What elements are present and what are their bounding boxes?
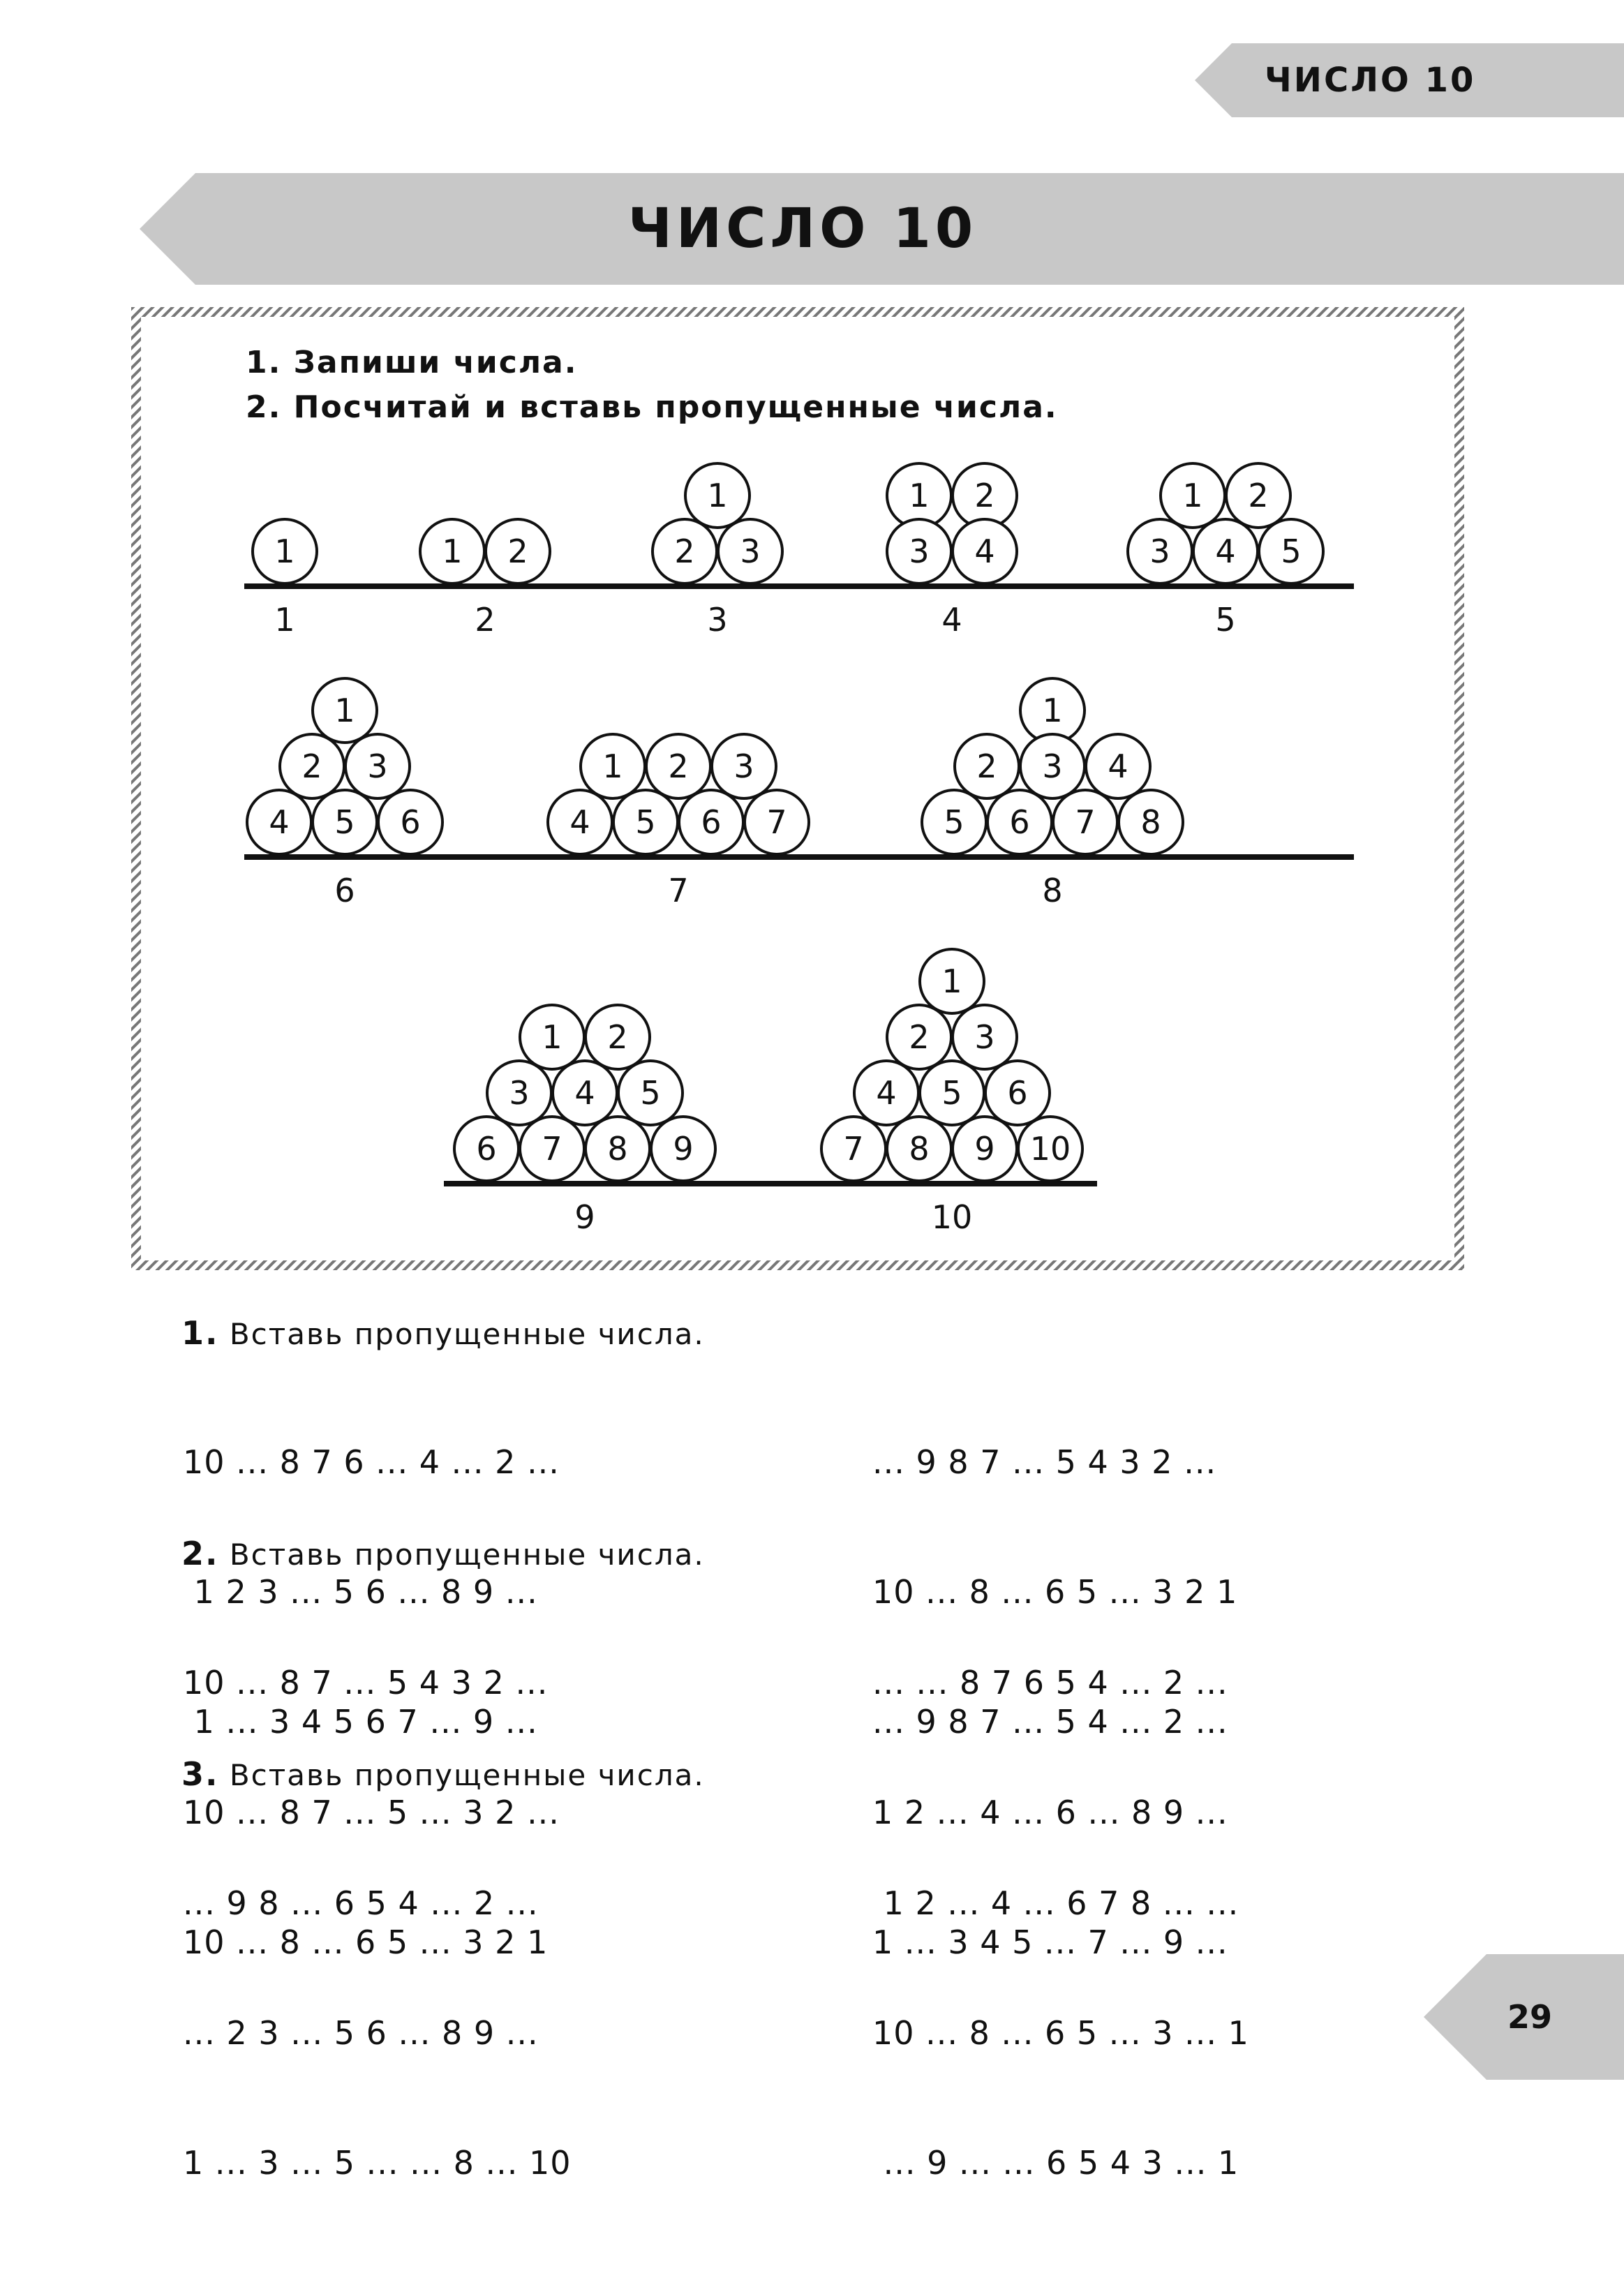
page-number: 29	[1507, 1998, 1553, 2036]
ball-number: 3	[740, 533, 761, 570]
ball-number: 4	[974, 533, 995, 570]
sequence-line: ... ... 8 7 6 5 4 ... 2 ...	[872, 1664, 1228, 1702]
ball-number: 9	[673, 1130, 694, 1168]
sequence-line: 1 ... 3 4 5 6 7 ... 9 ...	[183, 1703, 538, 1741]
left-sequences	[183, 1795, 572, 2271]
ball-number: 6	[400, 803, 421, 841]
sequence-line: 1 ... 3 4 5 ... 7 ... 9 ...	[872, 1923, 1228, 1961]
ball-number: 5	[640, 1074, 661, 1112]
exercise-number: 1.	[181, 1314, 219, 1352]
ball-number: 5	[635, 803, 656, 841]
sequence-line: ... 9 ... ... 6 5 4 3 ... 1	[872, 2144, 1239, 2182]
ball-number: 2	[976, 747, 997, 785]
ball-number: 7	[766, 803, 787, 841]
ball-number: 3	[1042, 747, 1063, 785]
instruction-1: 1. Запиши числа.	[246, 345, 578, 380]
ball-number: 2	[909, 1018, 930, 1056]
group-count-label: 9	[574, 1198, 595, 1236]
group-count-label: 5	[1215, 601, 1236, 639]
ball-number: 5	[334, 803, 355, 841]
ball-number: 6	[1007, 1074, 1028, 1112]
ball-number: 8	[607, 1130, 628, 1168]
sequence-line: ... 2 3 ... 5 6 ... 8 9 ...	[183, 2014, 539, 2052]
ball-number: 1	[542, 1018, 563, 1056]
ball-number: 6	[1009, 803, 1030, 841]
ball-number: 5	[941, 1074, 962, 1112]
sequence-line: 10 ... 8 7 ... 5 4 3 2 ...	[183, 1664, 549, 1702]
sequence-line: 1 2 ... 4 ... 6 ... 8 9 ...	[872, 1794, 1228, 1831]
ball-number: 1	[1042, 692, 1063, 729]
ball-number: 2	[674, 533, 695, 570]
sequence-line: ... 9 8 ... 6 5 4 ... 2 ...	[183, 1884, 539, 1922]
page-title: ЧИСЛО 10	[627, 198, 978, 260]
ball-number: 4	[269, 803, 290, 841]
ball-number: 4	[1108, 747, 1128, 785]
sequence-line: 10 ... 8 ... 6 5 ... 3 2 1	[872, 1573, 1238, 1611]
ball-number: 7	[542, 1130, 563, 1168]
exercise-title	[181, 1312, 1382, 1354]
group-count-label: 7	[668, 872, 689, 909]
sequence-line: 1 2 ... 4 ... 6 7 8 ... ...	[872, 1884, 1239, 1922]
ball-number: 7	[843, 1130, 864, 1168]
ball-number: 1	[941, 962, 962, 1000]
sequence-line: 1 ... 3 ... 5 ... ... 8 ... 10	[183, 2144, 572, 2182]
ball-number: 1	[707, 477, 728, 514]
ball-number: 3	[909, 533, 930, 570]
exercise-title	[181, 1753, 1382, 1795]
ball-number: 1	[274, 533, 295, 570]
section-tag-text: ЧИСЛО 10	[1265, 61, 1476, 100]
sequence-line: 1 2 3 ... 5 6 ... 8 9 ...	[183, 1573, 538, 1611]
ball-number: 5	[1281, 533, 1302, 570]
exercise-text: Вставь пропущенные числа.	[229, 1537, 705, 1572]
ball-number: 2	[1248, 477, 1269, 514]
ball-number: 1	[909, 477, 930, 514]
ball-number: 10	[1029, 1130, 1071, 1168]
ball-number: 9	[974, 1130, 995, 1168]
exercise-title	[181, 1533, 1382, 1574]
ball-number: 3	[974, 1018, 995, 1056]
ball-number: 2	[974, 477, 995, 514]
instruction-2: 2. Посчитай и вставь пропущенные числа.	[246, 389, 1058, 425]
group-count-label: 8	[1042, 872, 1063, 909]
ball-number: 4	[574, 1074, 595, 1112]
group-count-label: 10	[931, 1198, 973, 1236]
ball-number: 1	[1182, 477, 1203, 514]
ball-number: 7	[1075, 803, 1096, 841]
ball-number: 4	[569, 803, 590, 841]
exercise-text: Вставь пропущенные числа.	[229, 1758, 705, 1792]
ball-number: 1	[442, 533, 463, 570]
ball-number: 1	[334, 692, 355, 729]
ball-number: 8	[909, 1130, 930, 1168]
exercise-number: 3.	[181, 1755, 219, 1793]
sequence-line: 10 ... 8 ... 6 5 ... 3 ... 1	[872, 2014, 1249, 2052]
ball-number: 8	[1140, 803, 1161, 841]
ball-number: 5	[944, 803, 964, 841]
ball-number: 2	[507, 533, 528, 570]
ball-number: 3	[733, 747, 754, 785]
sequence-line: 10 ... 8 ... 6 5 ... 3 2 1	[183, 1923, 549, 1961]
ball-number: 2	[301, 747, 322, 785]
group-count-label: 4	[941, 601, 962, 639]
exercise-text: Вставь пропущенные числа.	[229, 1317, 705, 1351]
ball-number: 4	[1215, 533, 1236, 570]
sequence-line: ... 9 8 7 ... 5 4 ... 2 ...	[872, 1703, 1228, 1741]
exercise-number: 2.	[181, 1535, 219, 1572]
ball-number: 4	[876, 1074, 897, 1112]
ball-number: 6	[476, 1130, 497, 1168]
ball-number: 3	[367, 747, 388, 785]
group-count-label: 2	[475, 601, 496, 639]
ball-number: 6	[701, 803, 722, 841]
sequence-line: 10 ... 8 7 ... 5 ... 3 2 ...	[183, 1794, 560, 1831]
ball-number: 3	[1149, 533, 1170, 570]
right-sequences	[872, 1795, 1249, 2271]
group-count-label: 1	[274, 601, 295, 639]
sequence-line: ... 9 8 7 ... 5 4 3 2 ...	[872, 1443, 1217, 1481]
page-number-tab	[1424, 1954, 1624, 2080]
sequence-line: 10 ... 8 7 6 ... 4 ... 2 ...	[183, 1443, 560, 1481]
ball-number: 2	[607, 1018, 628, 1056]
group-count-label: 3	[707, 601, 728, 639]
ball-number: 2	[668, 747, 689, 785]
ball-number: 3	[509, 1074, 530, 1112]
group-count-label: 6	[334, 872, 355, 909]
ball-number: 1	[602, 747, 623, 785]
